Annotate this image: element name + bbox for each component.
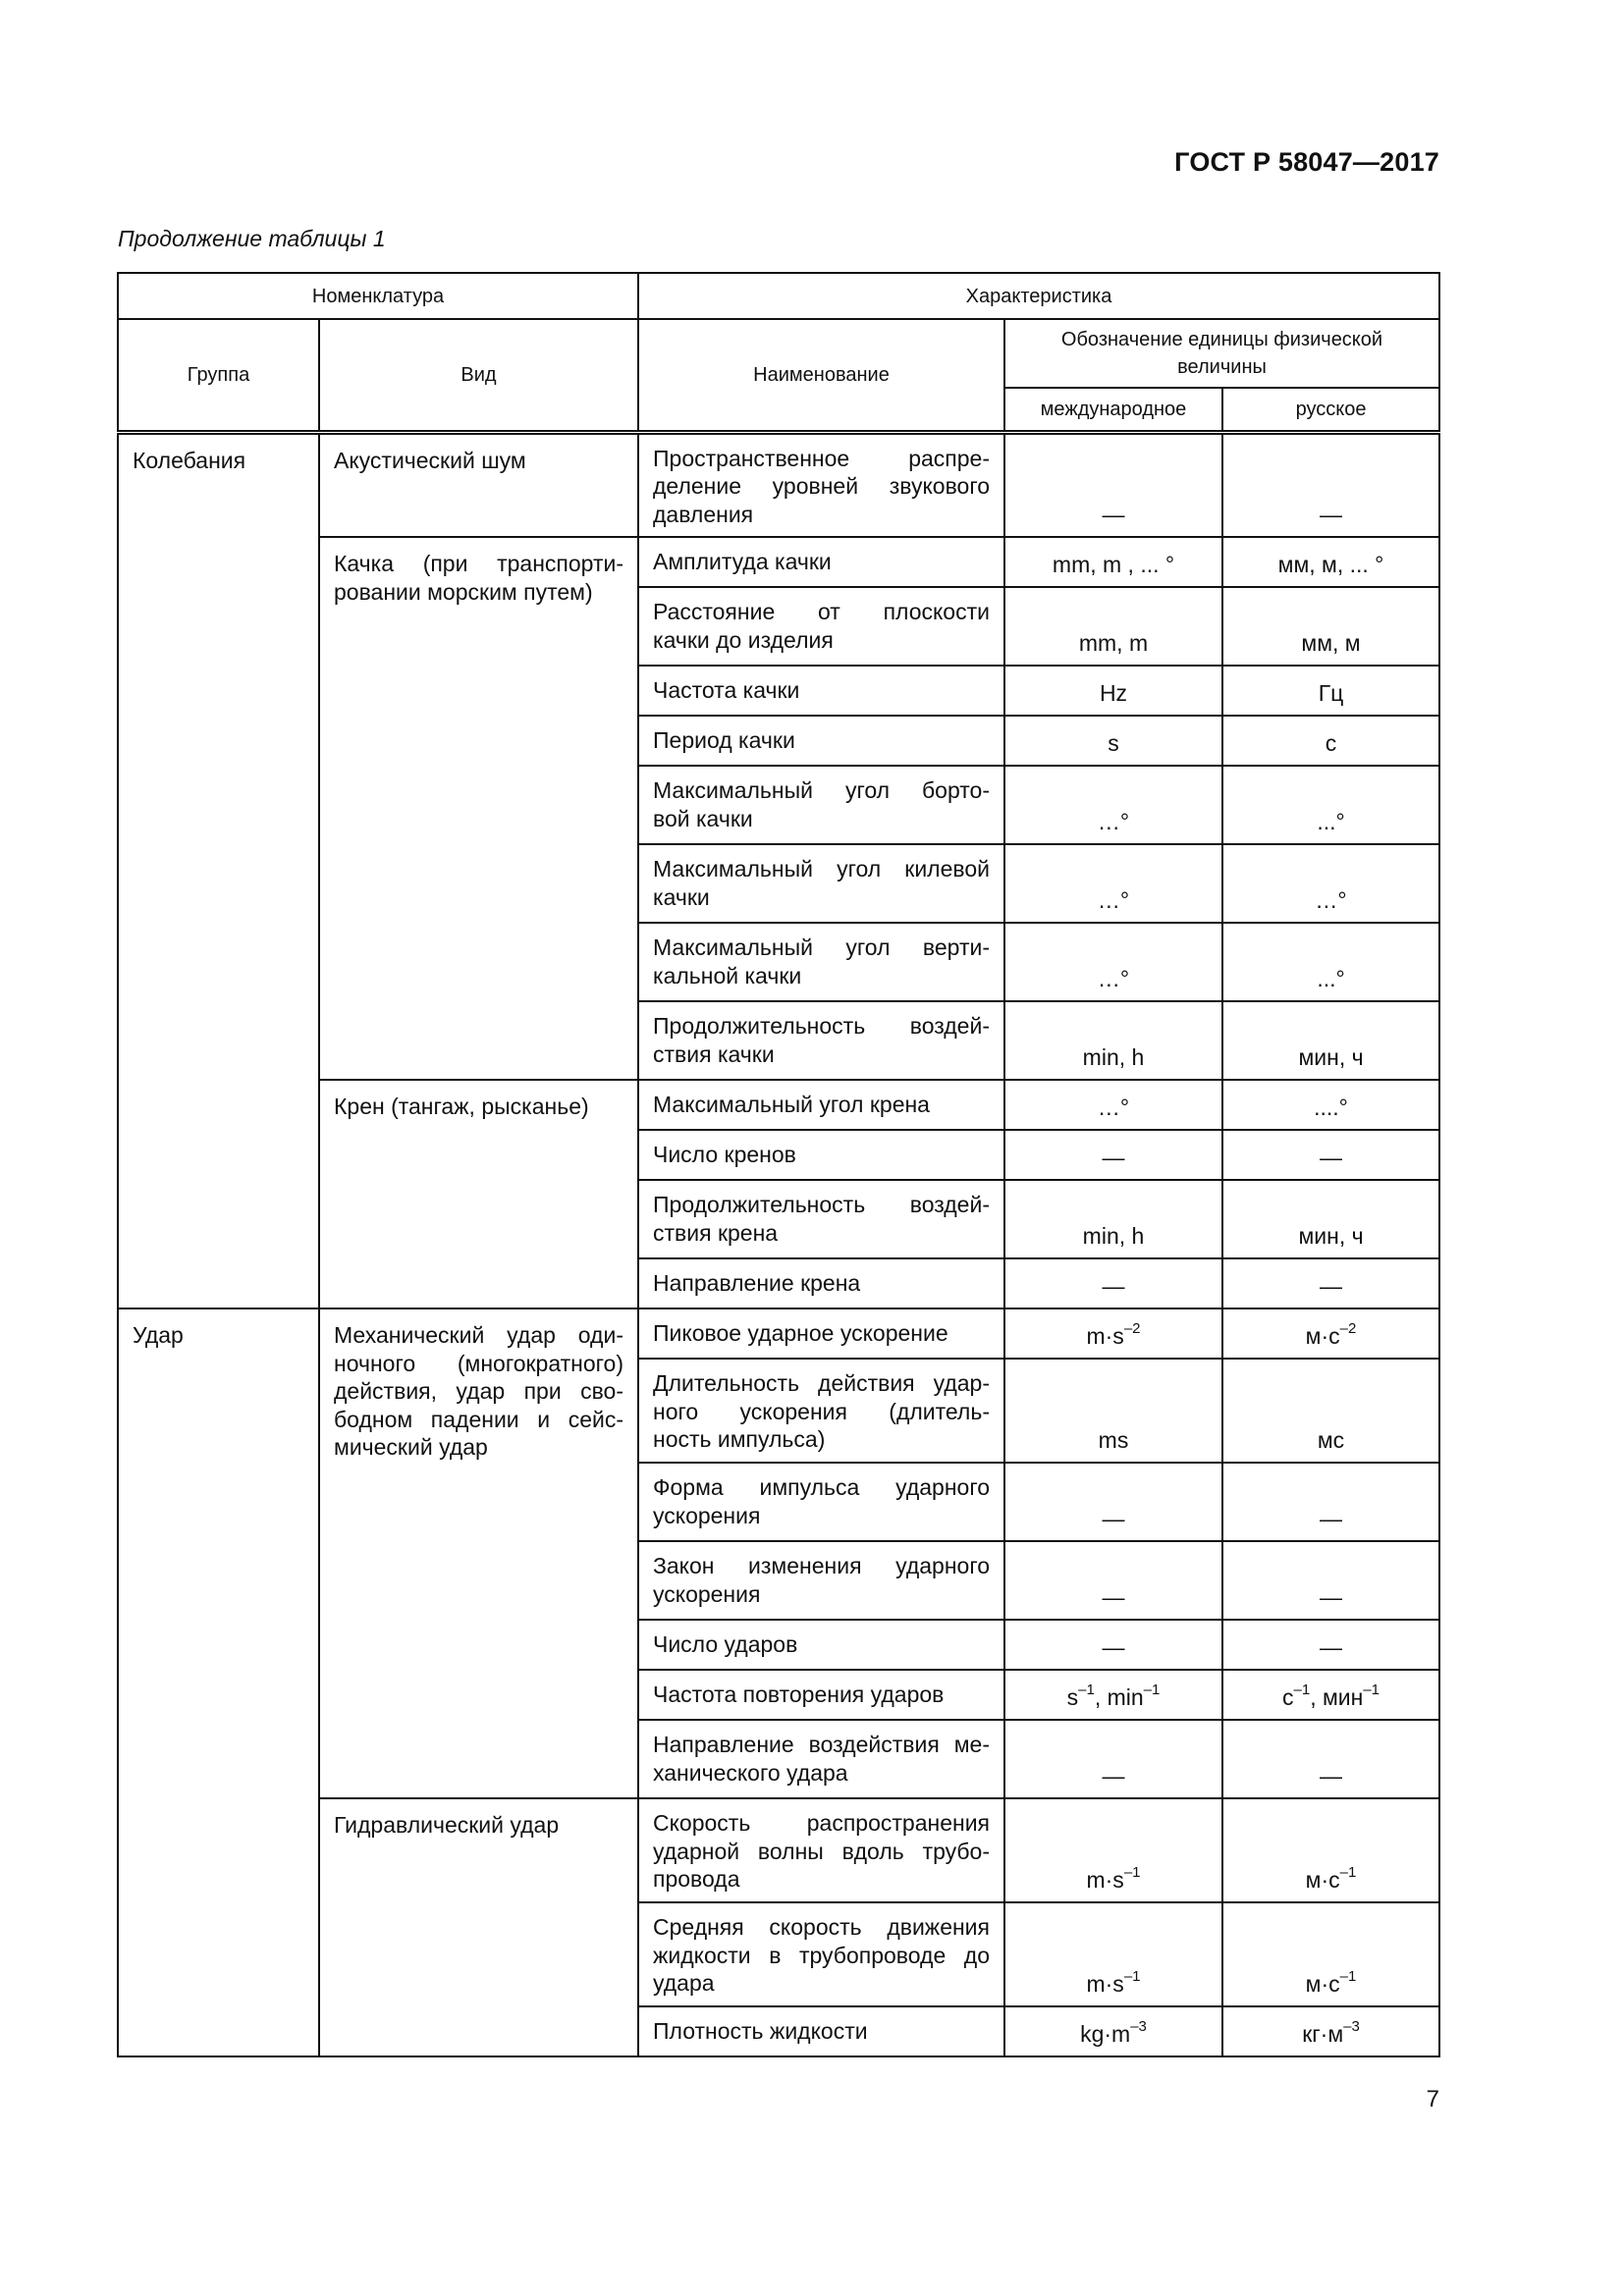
unit-international: …°: [1004, 923, 1222, 1001]
name-line: Максимальный угол крена: [653, 1092, 930, 1117]
unit-russian: мм, м, ... °: [1222, 537, 1439, 587]
kind-line: Акустический шум: [334, 447, 526, 473]
name-line: Форма импульса ударного: [653, 1474, 990, 1500]
name-cell: [638, 666, 1004, 716]
unit-base: , min: [1094, 1683, 1144, 1710]
kind-line: Качка (при транспорти-: [334, 551, 623, 576]
kind-line: Механический удар оди-: [334, 1322, 623, 1348]
kind-cell: [319, 537, 638, 1080]
table-caption: Продолжение таблицы 1: [118, 226, 386, 251]
name-cell: [638, 1258, 1004, 1308]
unit-international: —: [1004, 1541, 1222, 1620]
name-line: Длительность действия удар-: [653, 1370, 990, 1396]
name-cell: [638, 923, 1004, 1001]
name-line: Максимальный угол килевой: [653, 856, 990, 881]
name-cell: [638, 766, 1004, 844]
name-line: кальной качки: [653, 962, 802, 988]
unit-international: [1004, 1798, 1222, 1902]
unit-base: м·с: [1305, 1970, 1340, 1997]
unit-russian: —: [1222, 1541, 1439, 1620]
header-group: Группа: [118, 319, 319, 432]
table-row: [118, 1308, 1439, 1359]
header-name: Наименование: [638, 319, 1004, 432]
header-international: международное: [1004, 388, 1222, 432]
unit-russian: [1222, 1308, 1439, 1359]
unit-international: min, h: [1004, 1001, 1222, 1080]
unit-exponent: –3: [1343, 2017, 1360, 2035]
unit-base: m·s: [1086, 1866, 1124, 1893]
unit-russian: мин, ч: [1222, 1001, 1439, 1080]
document-code: ГОСТ Р 58047—2017: [1174, 147, 1439, 177]
name-cell: [638, 1670, 1004, 1720]
name-cell: [638, 1902, 1004, 2006]
name-cell: [638, 844, 1004, 923]
unit-russian: ....°: [1222, 1080, 1439, 1130]
name-cell: [638, 1720, 1004, 1798]
unit-exponent: –1: [1123, 1967, 1141, 1985]
unit-base: м·с: [1305, 1866, 1340, 1893]
unit-russian: [1222, 1902, 1439, 2006]
header-kind: Вид: [319, 319, 638, 432]
name-cell: [638, 432, 1004, 537]
name-cell: [638, 1798, 1004, 1902]
header-unit-designation: Обозначение единицы физической величины: [1004, 319, 1439, 388]
name-cell: [638, 1620, 1004, 1670]
name-line: Закон изменения ударного: [653, 1553, 990, 1578]
name-line: ускорения: [653, 1580, 761, 1607]
unit-international: —: [1004, 1720, 1222, 1798]
name-line: Продолжительность воздей-: [653, 1192, 990, 1217]
name-cell: [638, 1001, 1004, 1080]
name-line: Число кренов: [653, 1142, 796, 1167]
unit-international: [1004, 1902, 1222, 2006]
kind-cell: [319, 1798, 638, 2056]
unit-base: m·s: [1086, 1970, 1124, 1997]
unit-base: кг·м: [1302, 2020, 1344, 2047]
kind-cell: [319, 432, 638, 537]
name-line: Расстояние от плоскости: [653, 599, 990, 624]
header-nomenclature: Номенклатура: [118, 273, 638, 319]
unit-international: Hz: [1004, 666, 1222, 716]
unit-base: , мин: [1310, 1683, 1364, 1710]
unit-international: …°: [1004, 1080, 1222, 1130]
unit-russian: …°: [1222, 844, 1439, 923]
name-line: Пространственное распре-: [653, 445, 990, 471]
unit-russian: [1222, 1798, 1439, 1902]
name-line: удара: [653, 1970, 715, 1996]
kind-line: бодном падении и сейс-: [334, 1406, 623, 1432]
kind-line: Гидравлический удар: [334, 1812, 560, 1838]
name-cell: [638, 1541, 1004, 1620]
unit-exponent: –1: [1078, 1681, 1095, 1698]
name-line: ность импульса): [653, 1426, 826, 1452]
unit-exponent: –1: [1123, 1863, 1141, 1881]
name-cell: [638, 1130, 1004, 1180]
unit-base: kg·m: [1080, 2020, 1131, 2047]
unit-international: s: [1004, 716, 1222, 766]
name-line: Направление крена: [653, 1270, 861, 1296]
name-cell: [638, 1080, 1004, 1130]
unit-international: —: [1004, 1620, 1222, 1670]
unit-international: …°: [1004, 766, 1222, 844]
unit-russian: —: [1222, 432, 1439, 537]
name-line: провода: [653, 1866, 740, 1892]
group-cell: Колебания: [118, 432, 319, 1308]
name-line: ударной волны вдоль трубо-: [653, 1838, 990, 1864]
header-russian: русское: [1222, 388, 1439, 432]
unit-international: —: [1004, 1258, 1222, 1308]
name-line: деление уровней звукового: [653, 473, 990, 499]
unit-russian: —: [1222, 1130, 1439, 1180]
name-line: Число ударов: [653, 1631, 798, 1657]
name-line: ствия качки: [653, 1041, 775, 1067]
unit-exponent: –1: [1143, 1681, 1161, 1698]
name-line: жидкости в трубопроводе до: [653, 1942, 990, 1968]
kind-line: ровании морским путем): [334, 578, 593, 605]
unit-russian: [1222, 1670, 1439, 1720]
unit-russian: [1222, 2006, 1439, 2056]
group-cell: Удар: [118, 1308, 319, 2056]
unit-international: —: [1004, 1130, 1222, 1180]
unit-base: s: [1066, 1683, 1079, 1710]
unit-international: …°: [1004, 844, 1222, 923]
name-line: Плотность жидкости: [653, 2018, 868, 2044]
unit-international: mm, m , ... °: [1004, 537, 1222, 587]
name-cell: [638, 537, 1004, 587]
name-line: ствия крена: [653, 1219, 779, 1246]
unit-russian: мс: [1222, 1359, 1439, 1463]
name-line: Максимальный угол верти-: [653, 934, 990, 960]
unit-russian: ...°: [1222, 766, 1439, 844]
name-line: давления: [653, 501, 754, 527]
unit-international: —: [1004, 432, 1222, 537]
unit-base: с: [1282, 1683, 1294, 1710]
unit-exponent: –3: [1130, 2017, 1147, 2035]
unit-russian: мин, ч: [1222, 1180, 1439, 1258]
name-cell: [638, 716, 1004, 766]
unit-base: m·s: [1086, 1322, 1124, 1349]
header-characteristic: Характеристика: [638, 273, 1439, 319]
unit-exponent: –2: [1339, 1319, 1357, 1337]
page-number: 7: [1426, 2086, 1439, 2112]
kind-line: ночного (многократного): [334, 1350, 623, 1376]
kind-line: мический удар: [334, 1434, 488, 1460]
name-line: качки до изделия: [653, 626, 834, 653]
name-line: вой качки: [653, 805, 753, 831]
unit-international: mm, m: [1004, 587, 1222, 666]
name-line: Средняя скорость движения: [653, 1914, 990, 1940]
kind-cell: [319, 1080, 638, 1308]
unit-russian: —: [1222, 1720, 1439, 1798]
kind-line: действия, удар при сво-: [334, 1378, 623, 1404]
name-line: ного ускорения (длитель-: [653, 1398, 990, 1424]
unit-russian: мм, м: [1222, 587, 1439, 666]
unit-russian: Гц: [1222, 666, 1439, 716]
name-line: Частота качки: [653, 677, 800, 703]
name-line: ханического удара: [653, 1759, 848, 1786]
unit-exponent: –1: [1363, 1681, 1380, 1698]
specification-table: [117, 272, 1440, 2057]
unit-russian: ...°: [1222, 923, 1439, 1001]
name-line: Скорость распространения: [653, 1810, 990, 1836]
name-line: Направление воздействия ме-: [653, 1732, 990, 1757]
unit-base: м·с: [1305, 1322, 1340, 1349]
unit-international: —: [1004, 1463, 1222, 1541]
unit-russian: —: [1222, 1258, 1439, 1308]
name-cell: [638, 587, 1004, 666]
name-cell: [638, 2006, 1004, 2056]
unit-russian: с: [1222, 716, 1439, 766]
name-line: Период качки: [653, 727, 795, 753]
name-line: Продолжительность воздей-: [653, 1013, 990, 1039]
unit-international: ms: [1004, 1359, 1222, 1463]
table-row: [118, 432, 1439, 537]
unit-russian: —: [1222, 1463, 1439, 1541]
name-line: Частота повторения ударов: [653, 1682, 945, 1707]
name-cell: [638, 1308, 1004, 1359]
unit-exponent: –1: [1339, 1863, 1357, 1881]
name-cell: [638, 1359, 1004, 1463]
unit-international: [1004, 2006, 1222, 2056]
name-cell: [638, 1180, 1004, 1258]
unit-russian: —: [1222, 1620, 1439, 1670]
unit-international: min, h: [1004, 1180, 1222, 1258]
unit-exponent: –1: [1293, 1681, 1311, 1698]
name-cell: [638, 1463, 1004, 1541]
kind-line: Крен (тангаж, рысканье): [334, 1094, 589, 1119]
name-line: Пиковое ударное ускорение: [653, 1320, 948, 1346]
name-line: Амплитуда качки: [653, 549, 832, 574]
unit-exponent: –2: [1123, 1319, 1141, 1337]
name-line: качки: [653, 883, 710, 910]
unit-exponent: –1: [1339, 1967, 1357, 1985]
unit-international: [1004, 1670, 1222, 1720]
unit-international: [1004, 1308, 1222, 1359]
kind-cell: [319, 1308, 638, 1798]
name-line: ускорения: [653, 1502, 761, 1528]
name-line: Максимальный угол борто-: [653, 777, 990, 803]
